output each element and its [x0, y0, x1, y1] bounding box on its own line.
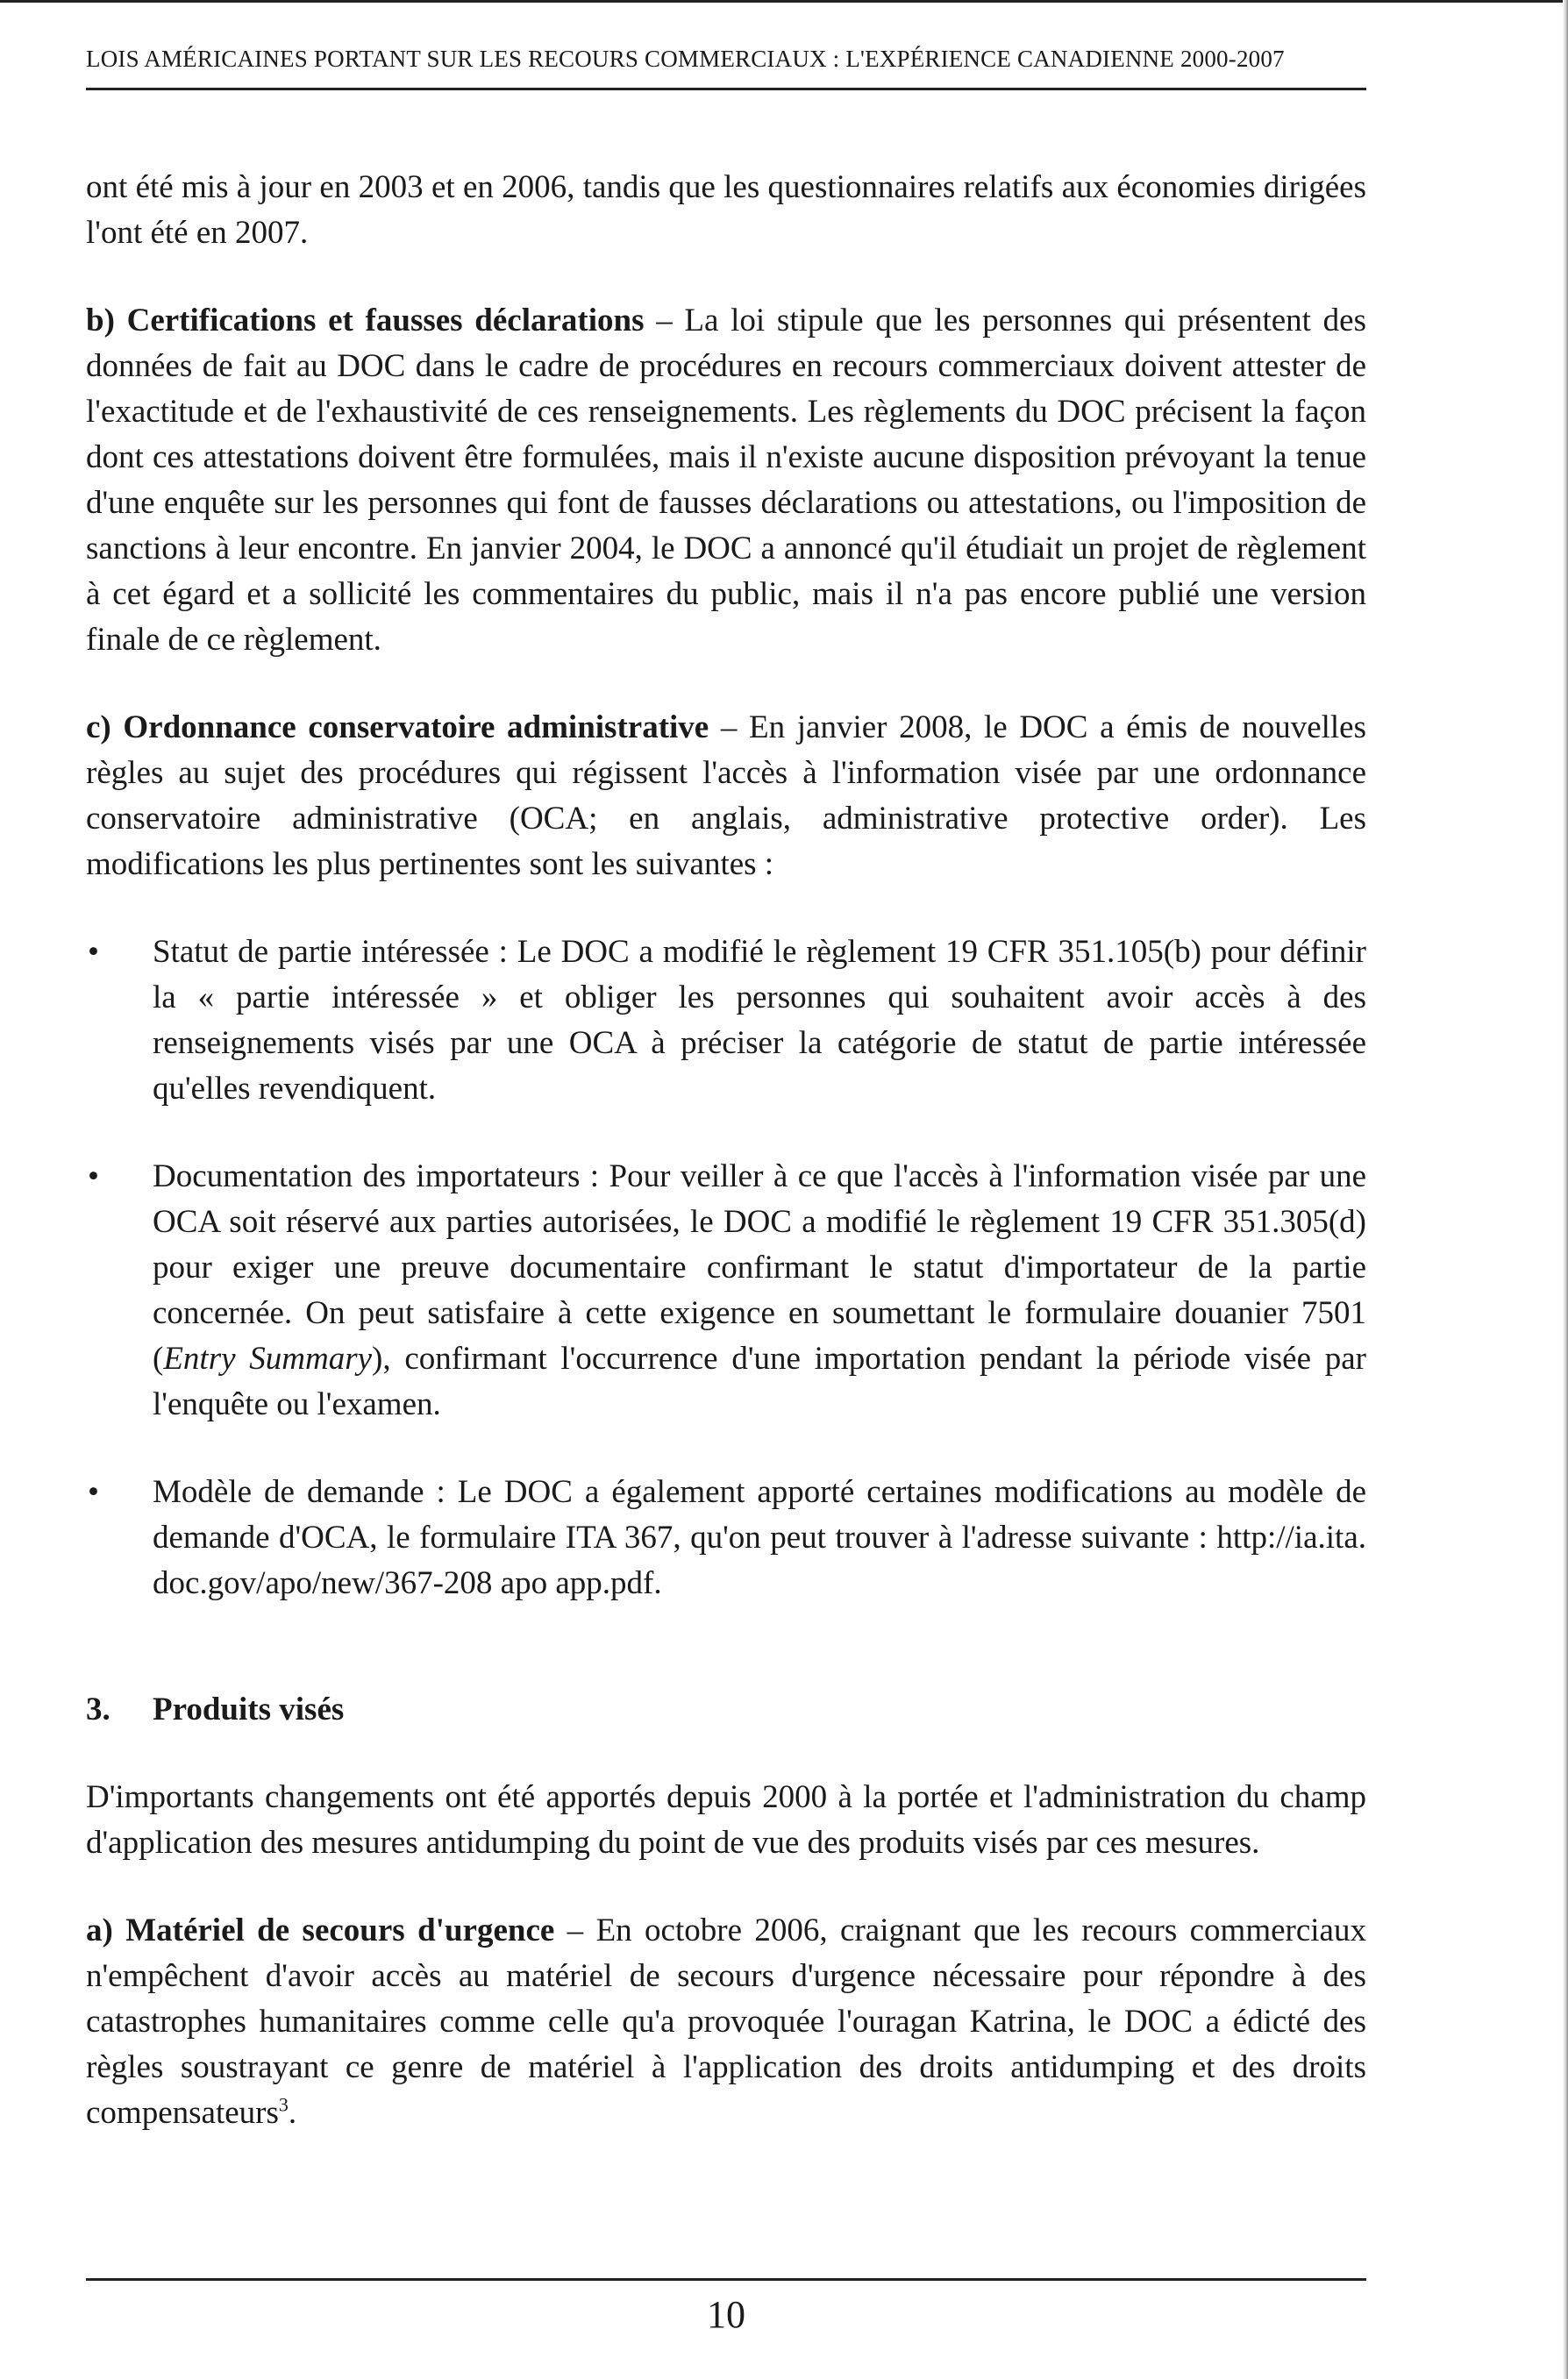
intro-paragraph: ont été mis à jour en 2003 et en 2006, tandis que les questionnaires relatifs aux économies dirigées l'ont été en 2007.	[86, 169, 1366, 251]
footnote-reference[interactable]: 3	[278, 2093, 289, 2116]
section-number: 3.	[86, 1692, 110, 1727]
paragraph-ordonnance	[86, 705, 1366, 887]
paragraph-end: .	[288, 2095, 297, 2131]
list-item	[86, 1470, 1366, 1606]
list-item-text: Modèle de demande : Le DOC a également apporté certaines modifications au modèle de demande d'OCA, le formulaire ITA 367, qu'on peut trouver à l'adresse suivante :	[153, 1474, 1366, 1556]
footer-rule	[86, 2278, 1366, 2281]
paragraph-materiel-secours	[86, 1908, 1366, 2136]
paragraph-lead: a) Matériel de secours d'urgence	[86, 1912, 555, 1948]
paragraph-text: – En octobre 2006, craignant que les recours commerciaux n'empêchent d'avoir accès au matériel de secours d'urgence nécessaire pour répondre à des catastrophes humanitaires comme celle qu'a provoquée l'ouragan Katrina, le DOC a édicté des règles soustrayant ce genre de matériel à l'application des droits antidumping et des droits compensateurs	[86, 1912, 1366, 2131]
list-item	[86, 1154, 1366, 1428]
paragraph-lead: b) Certifications et fausses déclarations	[86, 303, 645, 338]
list-item-text: Documentation des importateurs : Pour veiller à ce que l'accès à l'information visée par une OCA soit réservé aux parties autorisées, le DOC a modifié le règlement 19 CFR 351.305(d) pour exiger une preuve documentaire confirmant le statut d'importateur de la partie concernée. On peut satisfaire à cette exigence en soumettant le formulaire douanier 7501 (	[153, 1158, 1366, 1377]
bullet-icon: •	[88, 934, 99, 970]
bullet-icon: •	[88, 1474, 99, 1510]
section-heading	[86, 1687, 1366, 1733]
paragraph-lead: c) Ordonnance conservatoire administrative	[86, 709, 709, 745]
list-item	[86, 930, 1366, 1112]
page-body	[86, 165, 1366, 2136]
form-url-link[interactable]: http://ia.ita.doc.gov/apo/new/367-208 apo app.pdf.	[153, 1520, 1366, 1601]
list-item-text: Statut de partie intéressée : Le DOC a modifié le règlement 19 CFR 351.105(b) pour définir la « partie intéressée » et obliger les personnes qui souhaitent avoir accès à des renseignements visés par une OCA à préciser la catégorie de statut de partie intéressée qu'elles revendiquent.	[153, 934, 1366, 1107]
entry-summary-term: Entry Summary	[163, 1341, 373, 1377]
running-header: LOIS AMÉRICAINES PORTANT SUR LES RECOURS COMMERCIAUX : L'EXPÉRIENCE CANADIENNE 2000-2007	[86, 46, 1285, 72]
section-title: Produits visés	[153, 1692, 345, 1727]
top-border-rule	[0, 0, 1568, 3]
header-rule	[86, 88, 1366, 90]
paragraph-certifications	[86, 298, 1366, 663]
bullet-icon: •	[88, 1158, 99, 1194]
scan-edge-shadow	[1563, 0, 1568, 2379]
page-number: 10	[707, 2293, 745, 2336]
paragraph-text: – La loi stipule que les personnes qui présentent des données de fait au DOC dans le cadre de procédures en recours commerciaux doivent attester de l'exactitude et de l'exhaustivité de ces renseignements. Les règlements du DOC précisent la façon dont ces attestations doivent être formulées, mais il n'existe aucune disposition prévoyant la tenue d'une enquête sur les personnes qui font de fausses déclarations ou attestations, ou l'imposition de sanctions à leur encontre. En janvier 2004, le DOC a annoncé qu'il étudiait un projet de règlement à cet égard et a sollicité les commentaires du public, mais il n'a pas encore publié une version finale de ce règlement.	[86, 303, 1366, 658]
list-item-text-tail: ), confirmant l'occurrence d'une importation pendant la période visée par l'enquête ou l'examen.	[153, 1341, 1366, 1422]
modifications-list	[86, 930, 1366, 1606]
paragraph-text: – En janvier 2008, le DOC a émis de nouvelles règles au sujet des procédures qui régissent l'accès à l'information visée par une ordonnance conservatoire administrative (OCA; en anglais, administrative protective order). Les modifications les plus pertinentes sont les suivantes :	[86, 709, 1366, 882]
section-intro-paragraph: D'importants changements ont été apportés depuis 2000 à la portée et l'administration du champ d'application des mesures antidumping du point de vue des produits visés par ces mesures.	[86, 1779, 1366, 1861]
